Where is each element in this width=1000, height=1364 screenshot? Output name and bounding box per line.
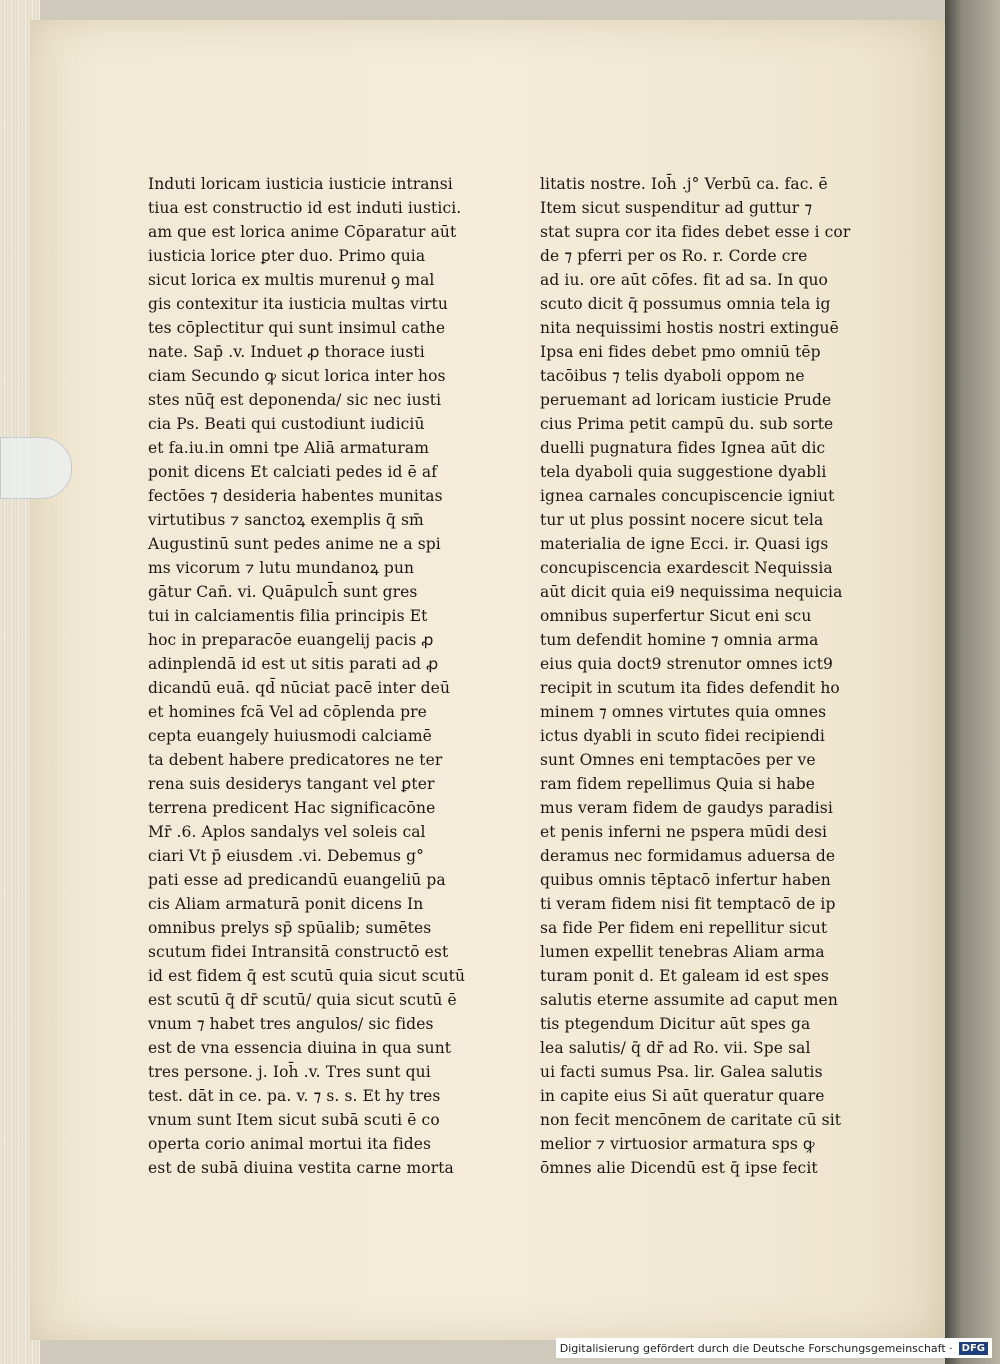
text-line: operta corio animal mortui ita fides [148,1135,432,1153]
text-line: quibus omnis tēptacō infertur haben [540,871,831,889]
text-line: est de vna essencia diuina in qua sunt [148,1039,452,1057]
text-column-right [540,172,870,1180]
text-line: sicut lorica ex multis murenuł ꝯ mal [148,271,435,289]
page-clip [0,437,72,499]
text-line: Ipsa eni fides debet pmo omniū tēp [540,343,821,361]
text-line: pati esse ad predicandū euangeliū pa [148,871,446,889]
text-line: ciam Secundo ꝙ sicut lorica inter hos [148,367,446,385]
text-line: id est fidem q̄ est scutū quia sicut scutū [148,967,466,985]
text-line: ms vicorum ⁊ lutu mundanoꝝ pun [148,559,415,577]
text-line: omnibus prelys sp̄ spūalib; sumētes [148,919,432,937]
text-line: tes cōplectitur qui sunt insimul cathe [148,319,446,337]
dfg-logo: DFG [959,1342,988,1355]
text-line: melior ⁊ virtuosior armatura sps ꝙ [540,1135,815,1153]
text-line: ram fidem repellimus Quia si habe [540,775,816,793]
text-line: gis contexitur ita iusticia multas virtu [148,295,448,313]
text-line: tacōibus ⁊ telis dyaboli oppom ne [540,367,805,385]
text-line: et homines fcā Vel ad cōplenda pre [148,703,427,721]
text-line: deramus nec formidamus aduersa de [540,847,836,865]
text-line: fectōes ⁊ desideria habentes munitas [148,487,443,505]
text-line: est de subā diuina vestita carne morta [148,1159,454,1177]
text-line: tis ptegendum Dicitur aūt spes ga [540,1015,811,1033]
text-line: nate. Sap̄ .v. Induet ꝓ thorace iusti [148,343,425,361]
text-line: tela dyaboli quia suggestione dyabli [540,463,827,481]
text-line: ponit dicens Et calciati pedes id ē af [148,463,438,481]
text-line: ōmnes alie Dicendū est q̄ ipse fecit [540,1159,818,1177]
text-line: omnibus superfertur Sicut eni scu [540,607,812,625]
text-line: tres persone. j. Ioh̄ .v. Tres sunt qui [148,1063,431,1081]
text-line: terrena predicent Hac significacōne [148,799,436,817]
text-line: est scutū q̄ dr̄ scutū/ quia sicut scutū ē [148,991,457,1009]
text-line: ta debent habere predicatores ne ter [148,751,443,769]
text-line: cis Aliam armaturā ponit dicens In [148,895,424,913]
text-line: sunt Omnes eni temptacōes per ve [540,751,816,769]
text-line: concupiscencia exardescit Nequissia [540,559,833,577]
text-line: adinplendā id est ut sitis parati ad ꝓ [148,655,439,673]
text-line: turam ponit d. Et galeam id est spes [540,967,829,985]
text-line: stat supra cor ita fides debet esse i cor [540,223,851,241]
text-line: lumen expellit tenebras Aliam arma [540,943,825,961]
text-line: ti veram fidem nisi fit temptacō de ip [540,895,836,913]
text-line: nita nequissimi hostis nostri extinguē [540,319,839,337]
text-line: peruemant ad loricam iusticie Prude [540,391,832,409]
text-line: hoc in preparacōe euangelij pacis ꝓ [148,631,434,649]
text-line: eius quia doct9 strenutor omnes ict9 [540,655,833,673]
text-line: tui in calciamentis filia principis Et [148,607,428,625]
text-line: virtutibus ⁊ sanctoꝝ exemplis q̄ sm̄ [148,511,424,529]
digitization-footer [556,1338,992,1358]
text-line: Augustinū sunt pedes anime ne a spi [148,535,441,553]
text-line: cia Ps. Beati qui custodiunt iudiciū [148,415,425,433]
text-line: in capite eius Si aūt queratur quare [540,1087,825,1105]
text-line: stes nūq̄ est deponenda/ sic nec iusti [148,391,442,409]
text-line: tum defendit homine ⁊ omnia arma [540,631,819,649]
text-line: vnum ⁊ habet tres angulos/ sic fides [148,1015,434,1033]
text-column-left [148,172,478,1180]
text-line: ciari Vt p̄ eiusdem .vi. Debemus g° [148,847,424,865]
text-line: Mr̄ .6. Aplos sandalys vel soleis cal [148,823,426,841]
text-line: scutum fidei Intransitā constructō est [148,943,449,961]
text-line: test. dāt in ce. pa. v. ⁊ s. s. Et hy tres [148,1087,441,1105]
text-line: duelli pugnatura fides Ignea aūt dic [540,439,826,457]
binding-edge [945,0,1000,1364]
text-line: scuto dicit q̄ possumus omnia tela ig [540,295,831,313]
text-line: non fecit mencōnem de caritate cū sit [540,1111,842,1129]
text-line: lea salutis/ q̄ dr̄ ad Ro. vii. Spe sal [540,1039,811,1057]
text-line: vnum sunt Item sicut subā scuti ē co [148,1111,440,1129]
text-line: Induti loricam iusticia iusticie intransi [148,175,453,193]
text-line: et fa.iu.in omni tpe Aliā armaturam [148,439,430,457]
text-line: iusticia lorice ꝑter duo. Primo quia [148,247,426,265]
text-line: ignea carnales concupiscencie igniut [540,487,835,505]
footer-credit: Digitalisierung gefördert durch die Deutsche Forschungsgemeinschaft · [559,1341,953,1355]
text-line: Item sicut suspenditur ad guttur ⁊ [540,199,813,217]
text-line: materialia de igne Ecci. ir. Quasi igs [540,535,829,553]
text-line: gātur Can̄. vi. Quāpulch̄ sunt gres [148,583,418,601]
text-line: tiua est constructio id est induti iustici. [148,199,462,217]
text-line: tur ut plus possint nocere sicut tela [540,511,824,529]
text-line: ictus dyabli in scuto fidei recipiendi [540,727,825,745]
text-line: aūt dicit quia ei9 nequissima nequicia [540,583,843,601]
text-line: mus veram fidem de gaudys paradisi [540,799,833,817]
text-line: de ⁊ pferri per os Ro. r. Corde cre [540,247,808,265]
text-line: cepta euangely huiusmodi calciamē [148,727,432,745]
text-line: et penis inferni ne pspera mūdi desi [540,823,828,841]
text-line: am que est lorica anime Cōparatur aūt [148,223,457,241]
text-line: cius Prima petit campū du. sub sorte [540,415,834,433]
text-line: recipit in scutum ita fides defendit ho [540,679,840,697]
text-line: ad iu. ore aūt cōfes. fit ad sa. In quo [540,271,828,289]
text-line: minem ⁊ omnes virtutes quia omnes [540,703,827,721]
text-line: dicandū euā. qd̄ nūciat pacē inter deū [148,679,451,697]
text-line: sa fide Per fidem eni repellitur sicut [540,919,828,937]
text-line: litatis nostre. Ioh̄ .j° Verbū ca. fac. ē [540,175,828,193]
text-line: salutis eterne assumite ad caput men [540,991,838,1009]
text-line: rena suis desiderys tangant vel ꝑter [148,775,435,793]
text-line: ui facti sumus Psa. lir. Galea salutis [540,1063,823,1081]
